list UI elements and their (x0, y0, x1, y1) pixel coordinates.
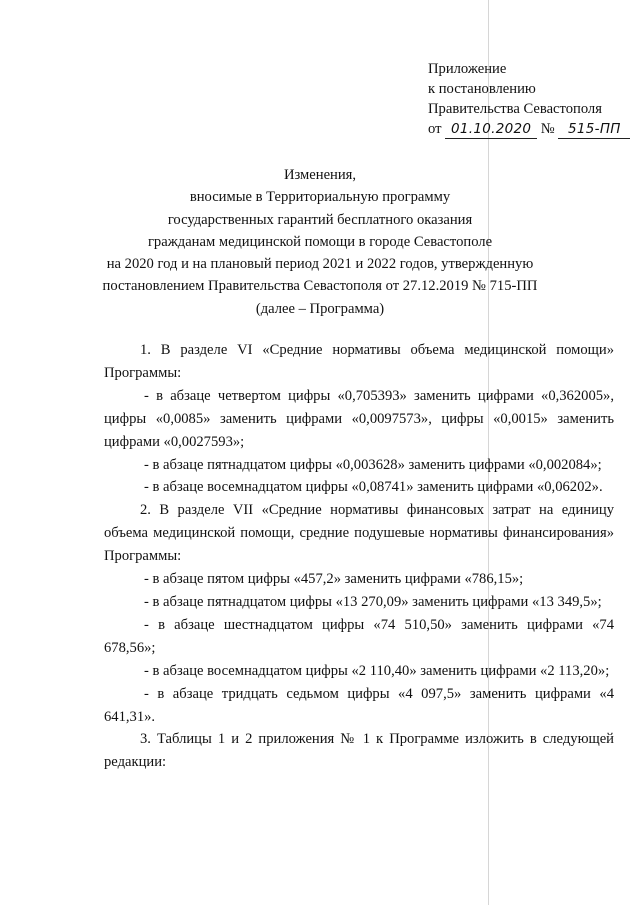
document-body (104, 339, 614, 774)
header-line-government: Правительства Севастополя (428, 101, 602, 117)
header-date-number-line (428, 119, 630, 139)
number-prefix: № (540, 121, 555, 137)
title-line-4: гражданам медицинской помощи в городе Севастополе (147, 233, 493, 250)
date-prefix: от (428, 121, 442, 137)
header-line-appendix: Приложение (428, 61, 507, 77)
number-value: 515-ПП (568, 121, 621, 137)
title-line-3: государственных гарантий бесплатного оказания (167, 211, 473, 228)
paragraph-2b: - в абзаце пятнадцатом цифры «13 270,09» заменить цифрами «13 349,5»; (144, 593, 602, 610)
title-line-6: постановлением Правительства Севастополя от 27.12.2019 № 715-ПП (102, 278, 538, 295)
title-line-5: на 2020 год и на плановый период 2021 и 2022 годов, утвержденную (106, 256, 534, 273)
header-line-resolution: к постановлению (428, 81, 536, 97)
number-field (558, 120, 630, 139)
paragraph-2: 2. В разделе VII «Средние нормативы финансовых затрат на единицу объема медицинской помощи, средние подушевые нормативы финансирования» Программы: (104, 502, 614, 565)
title-line-1: Изменения, (283, 167, 357, 183)
paragraph-1c: - в абзаце восемнадцатом цифры «0,08741» заменить цифрами «0,06202». (144, 479, 603, 496)
paragraph-1: 1. В разделе VI «Средние нормативы объема медицинской помощи» Программы: (104, 342, 614, 381)
paragraph-2d: - в абзаце восемнадцатом цифры «2 110,40» заменить цифрами «2 113,20»; (144, 662, 610, 679)
paragraph-2c: - в абзаце шестнадцатом цифры «74 510,50» заменить цифрами «74 678,56»; (104, 616, 614, 656)
document-title (100, 164, 540, 320)
title-line-2: вносимые в Территориальную программу (189, 189, 451, 206)
date-value: 01.10.2020 (450, 121, 532, 137)
paragraph-1b: - в абзаце пятнадцатом цифры «0,003628» заменить цифрами «0,002084»; (144, 456, 602, 473)
title-line-7: (далее – Программа) (255, 300, 385, 317)
paragraph-3: 3. Таблицы 1 и 2 приложения № 1 к Программе изложить в следующей редакции: (104, 731, 614, 771)
document-header (428, 59, 630, 139)
date-field (445, 120, 537, 139)
paragraph-1a: - в абзаце четвертом цифры «0,705393» заменить цифрами «0,362005», цифры «0,0085» заменить цифрами «0,0097573», цифры «0,0015» заменить цифрами «0,0027593»; (104, 387, 614, 450)
paragraph-2e: - в абзаце тридцать седьмом цифры «4 097,5» заменить цифрами «4 641,31». (104, 685, 614, 725)
paragraph-2a: - в абзаце пятом цифры «457,2» заменить цифрами «786,15»; (144, 571, 524, 588)
